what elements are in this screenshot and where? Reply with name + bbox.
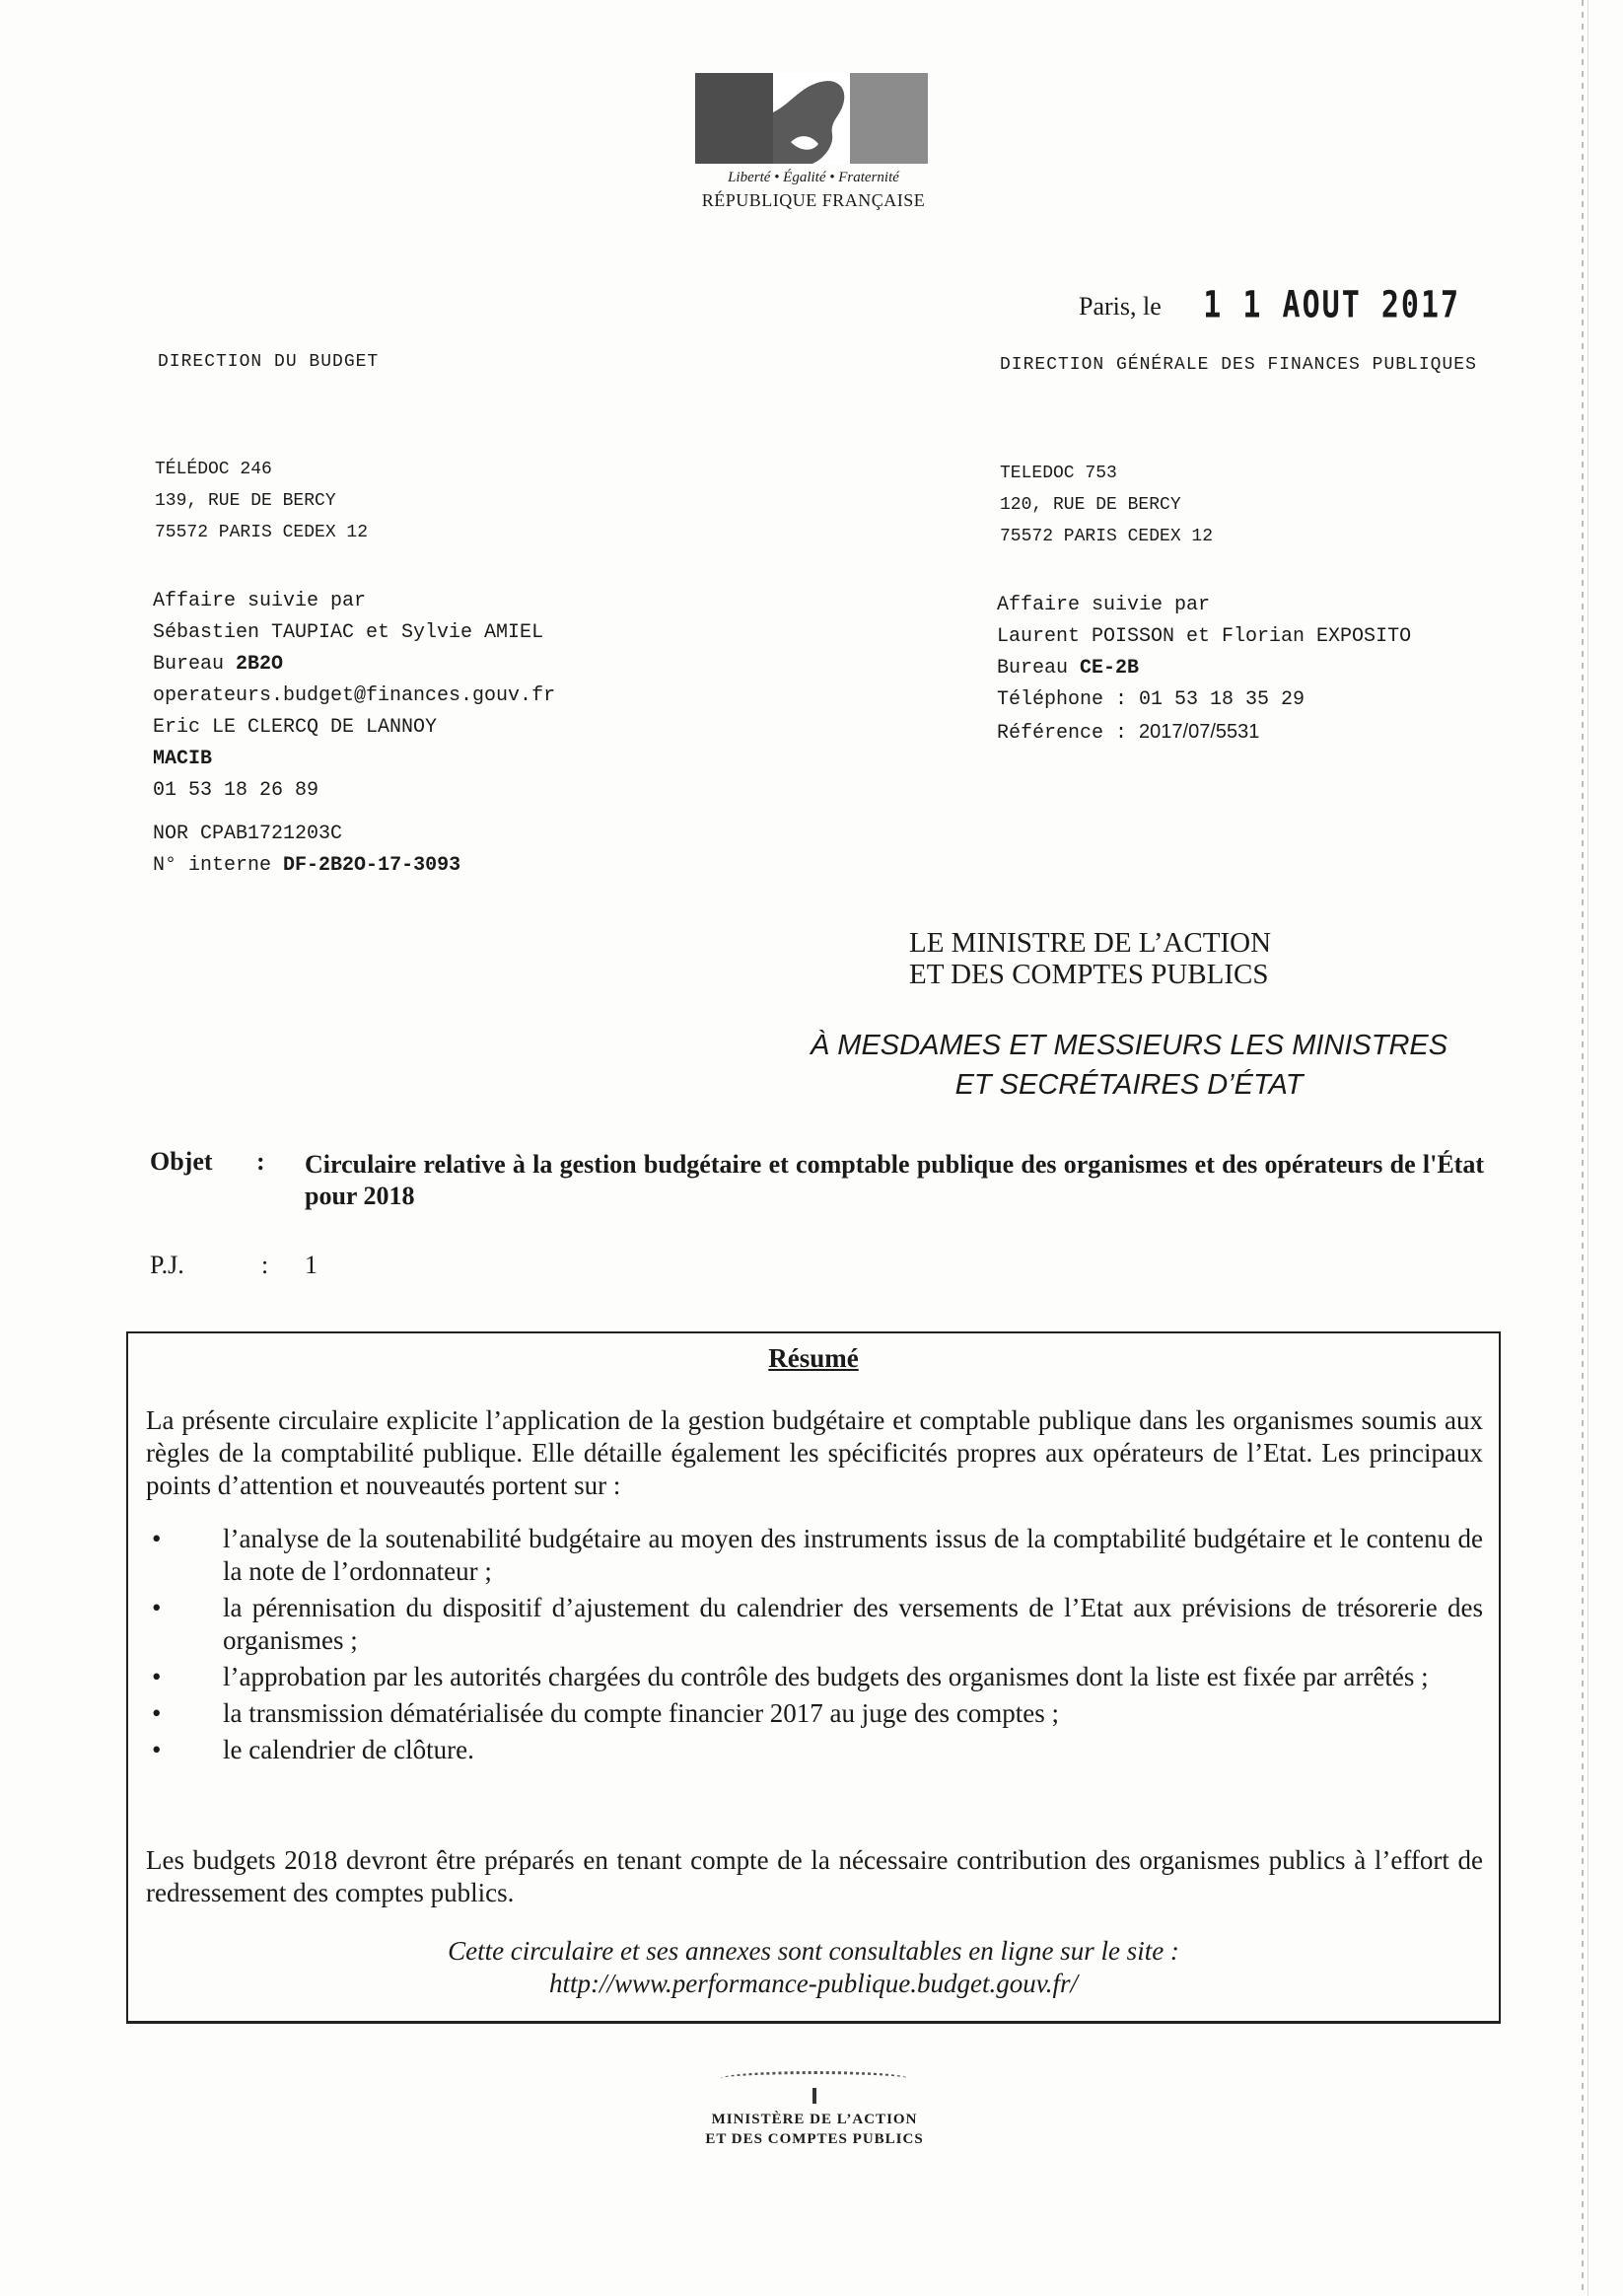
left-direction: DIRECTION DU BUDGET: [158, 352, 380, 372]
right-phone: Téléphone : 01 53 18 35 29: [997, 688, 1305, 711]
bullet-icon: •: [152, 1735, 162, 1764]
right-address-line: 75572 PARIS CEDEX 12: [1000, 527, 1214, 546]
footer-line: MINISTÈRE DE L’ACTION: [711, 2112, 918, 2127]
left-interne: N° interne DF-2B2O-17-3093: [153, 854, 461, 877]
left-service: MACIB: [153, 748, 213, 770]
resume-box: [126, 1331, 1501, 2024]
objet-label: Objet: [150, 1147, 213, 1176]
date-prefix: Paris, le: [1079, 292, 1162, 321]
resume-title: Résumé: [768, 1343, 859, 1373]
country-name: RÉPUBLIQUE FRANÇAISE: [701, 190, 926, 210]
right-agents: Laurent POISSON et Florian EXPOSITO: [997, 625, 1412, 648]
right-direction: DIRECTION GÉNÉRALE DES FINANCES PUBLIQUES: [1000, 355, 1477, 375]
site-link[interactable]: http://www.performance-publique.budget.gouv.fr/: [549, 1969, 1078, 1998]
left-contact2: Eric LE CLERCQ DE LANNOY: [153, 716, 438, 739]
destinataires-line: À MESDAMES ET MESSIEURS LES MINISTRES: [810, 1030, 1448, 1061]
right-contact: [997, 590, 1411, 750]
left-contact: [153, 586, 555, 882]
left-address-line: 139, RUE DE BERCY: [155, 491, 336, 511]
bullet-icon: •: [152, 1524, 162, 1553]
right-affaire: Affaire suivie par: [997, 594, 1211, 616]
right-address-line: TELEDOC 753: [1000, 464, 1117, 483]
marianne-flag-icon: [695, 73, 928, 164]
list-item: • l’approbation par les autorités chargées du contrôle des budgets des organismes dont la liste est fixée par arrêtés ;: [152, 1662, 1429, 1691]
right-bureau: Bureau CE-2B: [997, 657, 1140, 680]
motto: Liberté • Égalité • Fraternité: [728, 170, 899, 185]
destinataires-line: ET SECRÉTAIRES D’ÉTAT: [954, 1069, 1304, 1101]
resume-bullet-list: [146, 1523, 1483, 1770]
ministre-line: LE MINISTRE DE L’ACTION: [909, 927, 1272, 959]
left-address-line: TÉLÉDOC 246: [155, 460, 272, 479]
left-email: operateurs.budget@finances.gouv.fr: [153, 684, 556, 707]
objet-text: Circulaire relative à la gestion budgétaire et comptable publique des organismes et des opérateurs de l'État pour 2018: [305, 1150, 1484, 1210]
date-stamp: 1 1 AOUT 2017: [1203, 283, 1461, 327]
list-item: • la pérennisation du dispositif d’ajustement du calendrier des versements de l’Etat aux prévisions de trésorerie des organismes ;: [152, 1593, 1483, 1655]
ministre-heading: [909, 927, 1271, 990]
bullet-icon: •: [152, 1698, 162, 1728]
footer-line: ET DES COMPTES PUBLICS: [705, 2131, 924, 2147]
list-item: • l’analyse de la soutenabilité budgétaire au moyen des instruments issus de la comptabilité budgétaire et le contenu de la note de l’ordonnateur ;: [152, 1524, 1483, 1586]
emblem-tick: [812, 2088, 816, 2104]
left-address-line: 75572 PARIS CEDEX 12: [155, 523, 369, 542]
left-phone: 01 53 18 26 89: [153, 779, 319, 802]
resume-site: [128, 1935, 1499, 2000]
list-item: • la transmission dématérialisée du compte financier 2017 au juge des comptes ;: [152, 1698, 1059, 1728]
ministry-emblem-icon: [721, 2071, 908, 2086]
republique-francaise-logo: [695, 73, 932, 211]
date-line: [1079, 283, 1461, 327]
footer-ministry: [686, 2071, 943, 2149]
pj-colon: :: [261, 1251, 269, 1279]
objet-colon: :: [256, 1147, 265, 1176]
scan-edge: [1582, 0, 1584, 2296]
pj-label: P.J.: [150, 1251, 184, 1279]
left-address: [155, 454, 368, 548]
resume-intro: La présente circulaire explicite l’application de la gestion budgétaire et comptable publique dans les organismes soumis aux règles de la comptabilité publique. Elle détaille également les spécificités propres aux opérateurs de l’Etat. Les principaux points d’attention et nouveautés portent sur :: [146, 1405, 1483, 1500]
right-reference: Référence : 2017/07/5531: [997, 721, 1260, 745]
right-address: [1000, 458, 1213, 552]
bullet-icon: •: [152, 1593, 162, 1622]
left-nor: NOR CPAB1721203C: [153, 823, 343, 845]
site-intro: Cette circulaire et ses annexes sont consultables en ligne sur le site :: [448, 1936, 1179, 1966]
bullet-icon: •: [152, 1662, 162, 1691]
list-item: • le calendrier de clôture.: [152, 1735, 474, 1764]
right-address-line: 120, RUE DE BERCY: [1000, 495, 1181, 515]
left-agents: Sébastien TAUPIAC et Sylvie AMIEL: [153, 621, 544, 644]
left-bureau: Bureau 2B2O: [153, 653, 284, 676]
pj-value: 1: [305, 1251, 318, 1279]
destinataires: [789, 1026, 1469, 1105]
resume-budgets: Les budgets 2018 devront être préparés en tenant compte de la nécessaire contribution des organismes publics à l’effort de redressement des comptes publics.: [146, 1845, 1483, 1907]
left-affaire: Affaire suivie par: [153, 590, 367, 612]
ministre-line: ET DES COMPTES PUBLICS: [909, 959, 1269, 990]
